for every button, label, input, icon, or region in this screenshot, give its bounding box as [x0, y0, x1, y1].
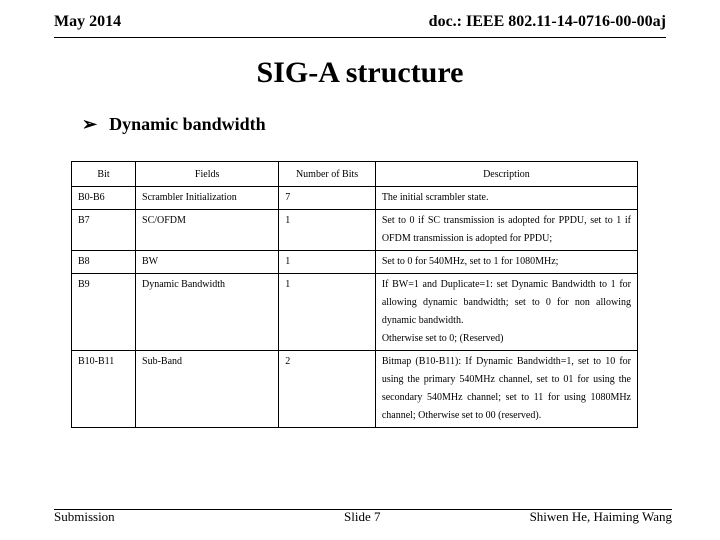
table-row — [72, 210, 638, 251]
bullet-text: Dynamic bandwidth — [109, 114, 266, 134]
cell-description — [375, 251, 637, 274]
cell-field: BW — [136, 251, 279, 274]
sig-a-table — [71, 161, 638, 428]
cell-bit: B0-B6 — [72, 187, 136, 210]
description-line: The initial scrambler state. — [381, 192, 489, 203]
cell-bits: 1 — [279, 210, 376, 251]
cell-bit: B7 — [72, 210, 136, 251]
arrow-bullet-icon: ➢ — [82, 114, 98, 134]
header-divider — [54, 37, 666, 38]
slide-title: SIG-A structure — [256, 56, 464, 89]
cell-description — [375, 351, 637, 428]
column-header-number-of-bits: Number of Bits — [279, 162, 376, 187]
table-row — [72, 251, 638, 274]
table-row — [72, 274, 638, 351]
column-header-bit: Bit — [72, 162, 136, 187]
description-line: If BW=1 and Duplicate=1: set Dynamic Bandwidth to 1 for allowing dynamic bandwidth; set to 0 for non allowing dynamic bandwidth. — [381, 279, 631, 326]
cell-field: Scrambler Initialization — [136, 187, 279, 210]
table-row — [72, 187, 638, 210]
footer-submission: Submission — [54, 509, 115, 524]
column-header-fields: Fields — [136, 162, 279, 187]
cell-description — [375, 274, 637, 351]
cell-bits: 1 — [279, 251, 376, 274]
cell-bits: 7 — [279, 187, 376, 210]
bullet-item — [82, 114, 266, 135]
footer-authors: Shiwen He, Haiming Wang — [529, 509, 672, 524]
column-header-description: Description — [375, 162, 637, 187]
cell-description — [375, 210, 637, 251]
description-line: Otherwise set to 0; (Reserved) — [381, 333, 504, 344]
description-line: Bitmap (B10-B11): If Dynamic Bandwidth=1, set to 10 for using the primary 540MHz channel, set to 01 for using the secondary 540MHz channel; set to 11 for using 1080MHz channel; Otherwise set to 00 (reserved). — [381, 356, 631, 421]
cell-field: Dynamic Bandwidth — [136, 274, 279, 351]
header-date: May 2014 — [54, 13, 122, 30]
cell-bit: B10-B11 — [72, 351, 136, 428]
cell-field: Sub-Band — [136, 351, 279, 428]
description-line: Set to 0 if SC transmission is adopted for PPDU, set to 1 if OFDM transmission is adopted for PPDU; — [381, 215, 631, 244]
cell-field: SC/OFDM — [136, 210, 279, 251]
cell-bits: 1 — [279, 274, 376, 351]
cell-description — [375, 187, 637, 210]
cell-bits: 2 — [279, 351, 376, 428]
table-header-row — [72, 162, 638, 187]
footer-slide-number: Slide 7 — [344, 509, 381, 524]
cell-bit: B9 — [72, 274, 136, 351]
description-line: Set to 0 for 540MHz, set to 1 for 1080MHz; — [381, 256, 559, 267]
header-doc-id: doc.: IEEE 802.11-14-0716-00-00aj — [428, 13, 666, 30]
table-row — [72, 351, 638, 428]
cell-bit: B8 — [72, 251, 136, 274]
